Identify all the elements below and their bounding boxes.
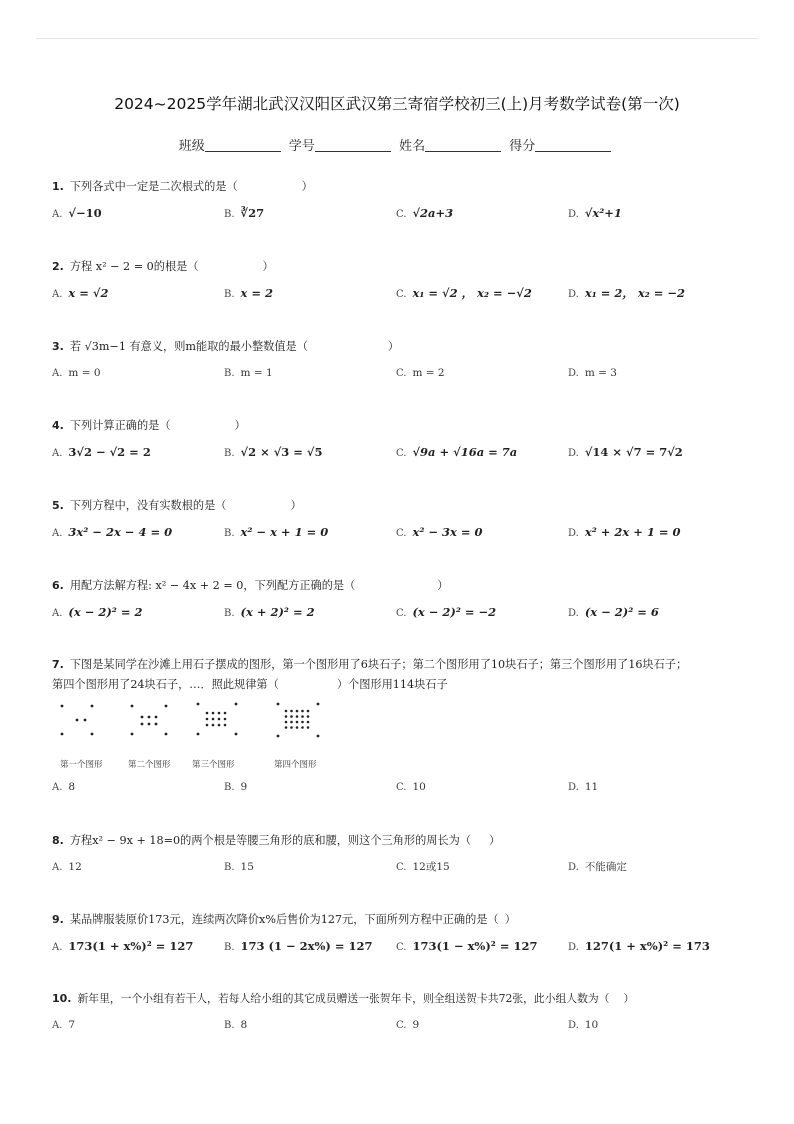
option-b[interactable]: B. ∛27 [224,206,265,220]
option-a[interactable]: A. 12 [52,861,82,873]
option-c[interactable]: C. 10 [396,781,426,793]
figure-3-label: 第三个图形 [192,760,235,770]
option-a[interactable]: A. 3√2 − √2 = 2 [52,445,151,459]
option-c[interactable]: C. (x − 2)² = −2 [396,605,497,619]
option-a[interactable]: A. 3x² − 2x − 4 = 0 [52,525,173,539]
options-7 [52,778,752,796]
question-stem: 某品牌服装原价173元，连续两次降价x%后售价为127元，下面所列方程中正确的是（ [69,913,499,926]
option-d[interactable]: D. m = 3 [568,367,617,379]
question-7-line-2: 第四个图形用了24块石子，…．照此规律第（ ）个图形用114块石子 [52,678,448,691]
option-b[interactable]: B. 8 [224,1019,248,1031]
question-stem: 方程x² − 9x + 18=0的两个根是等腰三角形的底和腰，则这个三角形的周长为（ [69,834,472,847]
options-2 [52,284,752,302]
class-label: 班级 [178,139,205,154]
option-d[interactable]: D. (x − 2)² = 6 [568,605,659,619]
option-c[interactable]: C. x₁ = √2 ， x₂ = −√2 [396,286,532,300]
options-1 [52,204,752,222]
options-8 [52,858,752,876]
option-a[interactable]: A. x = √2 [52,286,109,300]
question-2: 2. 方程 x² − 2 = 0的根是（ ） [52,260,274,273]
option-d[interactable]: D. 127(1 + x%)² = 173 [568,939,710,953]
question-stem: 方程 x² − 2 = 0的根是（ [69,260,199,273]
option-b[interactable]: B. (x + 2)² = 2 [224,605,315,619]
option-b[interactable]: B. m = 1 [224,367,273,379]
figure-3-stones [194,700,242,740]
option-d[interactable]: D. x² + 2x + 1 = 0 [568,525,681,539]
question-stem: 新年里，一个小组有若干人，若每人给小组的其它成员赠送一张贺年卡，则全组送贺卡共72张，此小组人数为（ [77,992,610,1005]
figure-2-stones [126,700,174,740]
score-label: 得分 [509,139,536,154]
question-10: 10. 新年里，一个小组有若干人，若每人给小组的其它成员赠送一张贺年卡，则全组送贺卡共72张，此小组人数为（ ） [52,992,635,1005]
question-stem: 用配方法解方程: x² − 4x + 2 = 0，下列配方正确的是（ [69,579,356,592]
student-info-line [0,135,794,154]
option-c[interactable]: C. √2a+3 [396,206,454,220]
option-b[interactable]: B. 9 [224,781,248,793]
figure-4-label: 第四个图形 [274,760,317,770]
option-b[interactable]: B. 15 [224,861,254,873]
options-10 [52,1016,752,1034]
option-c[interactable]: C. m = 2 [396,367,445,379]
question-7: 7. 下图是某同学在沙滩上用石子摆成的图形，第一个图形用了6块石子；第二个图形用了10块石子；第三个图形用了16块石子； [52,658,688,671]
question-9: 9. 某品牌服装原价173元，连续两次降价x%后售价为127元，下面所列方程中正确的是（ ） [52,913,516,926]
option-d[interactable]: D. x₁ = 2， x₂ = −2 [568,286,686,300]
option-c[interactable]: C. 12或15 [396,861,450,873]
exam-title: 2024~2025学年湖北武汉汉阳区武汉第三寄宿学校初三(上)月考数学试卷(第一次) [114,95,680,113]
name-label: 姓名 [399,139,426,154]
figure-2-label: 第二个图形 [128,760,171,770]
option-c[interactable]: C. 9 [396,1019,420,1031]
name-blank [425,139,501,152]
question-stem: 下图是某同学在沙滩上用石子摆成的图形，第一个图形用了6块石子；第二个图形用了10块石子；第三个图形用了16块石子； [69,658,688,671]
score-blank [535,139,611,152]
question-1: 1. 下列各式中一定是二次根式的是（ ） [52,180,313,193]
option-d[interactable]: D. 10 [568,1019,599,1031]
figure-1-stones [56,700,104,740]
option-b[interactable]: B. √2 × √3 = √5 [224,445,323,459]
question-stem: 下列计算正确的是（ [69,419,171,432]
option-a[interactable]: A. m = 0 [52,367,101,379]
question-5: 5. 下列方程中，没有实数根的是（ ） [52,499,302,512]
option-a[interactable]: A. 7 [52,1019,76,1031]
question-3: 3. 若 √3m−1 有意义，则m能取的最小整数值是（ ） [52,340,400,353]
option-a[interactable]: A. (x − 2)² = 2 [52,605,143,619]
option-d[interactable]: D. 11 [568,781,599,793]
options-9 [52,937,752,955]
option-d[interactable]: D. √14 × √7 = 7√2 [568,445,683,459]
id-blank [315,139,391,152]
option-a[interactable]: A. 173(1 + x%)² = 127 [52,939,194,953]
option-b[interactable]: B. x² − x + 1 = 0 [224,525,329,539]
option-d[interactable]: D. √x²+1 [568,206,622,220]
question-stem: 若 √3m−1 有意义，则m能取的最小整数值是（ [69,340,308,353]
figure-4-stones [274,700,326,746]
option-b[interactable]: B. 173 (1 − 2x%) = 127 [224,939,373,953]
question-6: 6. 用配方法解方程: x² − 4x + 2 = 0，下列配方正确的是（ ） [52,579,449,592]
option-a[interactable]: A. √−10 [52,206,102,220]
option-c[interactable]: C. 173(1 − x%)² = 127 [396,939,538,953]
class-blank [205,139,281,152]
figure-1-label: 第一个图形 [60,760,103,770]
options-3 [52,364,752,382]
options-4 [52,443,752,461]
id-label: 学号 [288,139,315,154]
option-b[interactable]: B. x = 2 [224,286,274,300]
options-5 [52,523,752,541]
header-divider [36,38,758,39]
question-stem: 下列方程中，没有实数根的是（ [69,499,227,512]
question-8: 8. 方程x² − 9x + 18=0的两个根是等腰三角形的底和腰，则这个三角形的周长为（ ） [52,834,501,847]
option-c[interactable]: C. x² − 3x = 0 [396,525,483,539]
option-d[interactable]: D. 不能确定 [568,861,627,873]
option-c[interactable]: C. √9a + √16a = 7a [396,445,518,459]
question-4: 4. 下列计算正确的是（ ） [52,419,246,432]
options-6 [52,603,752,621]
question-stem: 下列各式中一定是二次根式的是（ [69,180,238,193]
option-a[interactable]: A. 8 [52,781,76,793]
